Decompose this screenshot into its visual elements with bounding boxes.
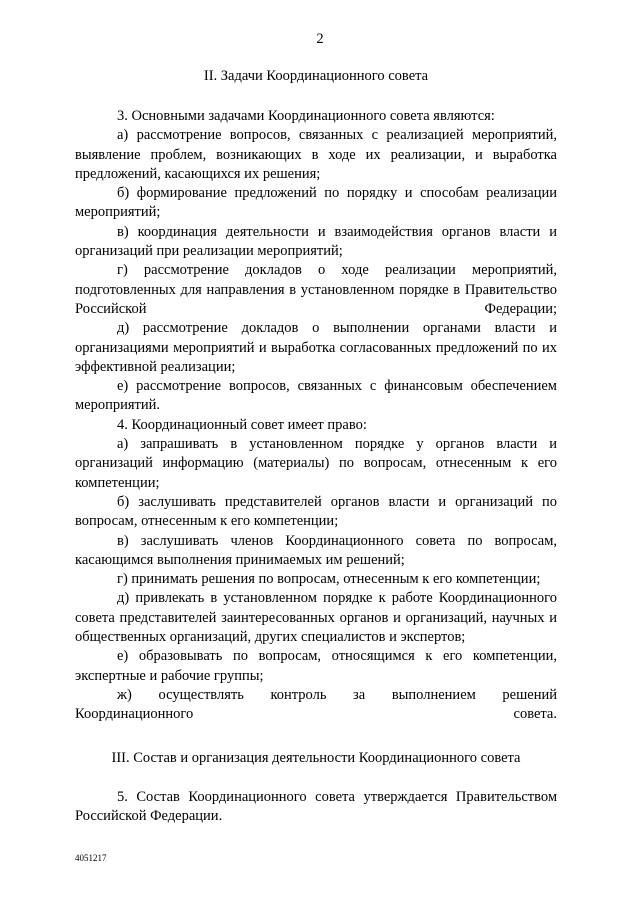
paragraph: ж) осуществлять контроль за выполнением решений Координационного совета.	[75, 686, 557, 723]
page-number: 2	[316, 31, 324, 47]
section-heading-composition: III. Состав и организация деятельности Координационного совета	[111, 750, 521, 766]
paragraph: 4. Координационный совет имеет право:	[117, 416, 367, 433]
paragraph: в) заслушивать членов Координационного совета по вопросам, касающимся выполнения принимаемых им решений;	[75, 532, 557, 568]
section-body-tasks	[75, 107, 557, 725]
paragraph: е) образовывать по вопросам, относящимся к его компетенции, экспертные и рабочие группы;	[75, 648, 557, 684]
section-body-composition	[75, 788, 557, 827]
section-heading-tasks: II. Задачи Координационного совета	[203, 68, 429, 84]
paragraph: е) рассмотрение вопросов, связанных с финансовым обеспечением мероприятий.	[75, 378, 557, 414]
paragraph: д) привлекать в установленном порядке к работе Координационного совета представителей заинтересованных органов и организаций, научных и общественных организаций, других специалистов и экспертов;	[75, 590, 557, 646]
paragraph: в) координация деятельности и взаимодействия органов власти и организаций при реализации мероприятий;	[75, 223, 557, 260]
paragraph: а) рассмотрение вопросов, связанных с реализацией мероприятий, выявление проблем, возникающих в ходе их реализации, и выработка предложений, касающихся их решения;	[75, 127, 557, 182]
document-code: 4051217	[75, 853, 107, 863]
paragraph: 3. Основными задачами Координационного совета являются:	[117, 108, 495, 124]
paragraph: г) рассмотрение докладов о ходе реализации мероприятий, подготовленных для направления в установленном порядке в Правительство Российской Федерации;	[75, 262, 557, 317]
paragraph: б) формирование предложений по порядку и способам реализации мероприятий;	[75, 185, 557, 221]
paragraph: г) принимать решения по вопросам, отнесенным к его компетенции;	[117, 571, 541, 588]
paragraph: д) рассмотрение докладов о выполнении органами власти и организациями мероприятий и выработка согласованных предложений по их эффективной реализации;	[75, 320, 557, 375]
paragraph: 5. Состав Координационного совета утверждается Правительством Российской Федерации.	[75, 789, 557, 825]
paragraph: а) запрашивать в установленном порядке у органов власти и организаций информацию (материалы) по вопросам, отнесенным к его компетенции;	[75, 436, 557, 491]
paragraph: б) заслушивать представителей органов власти и организаций по вопросам, отнесенным к его компетенции;	[75, 493, 557, 530]
